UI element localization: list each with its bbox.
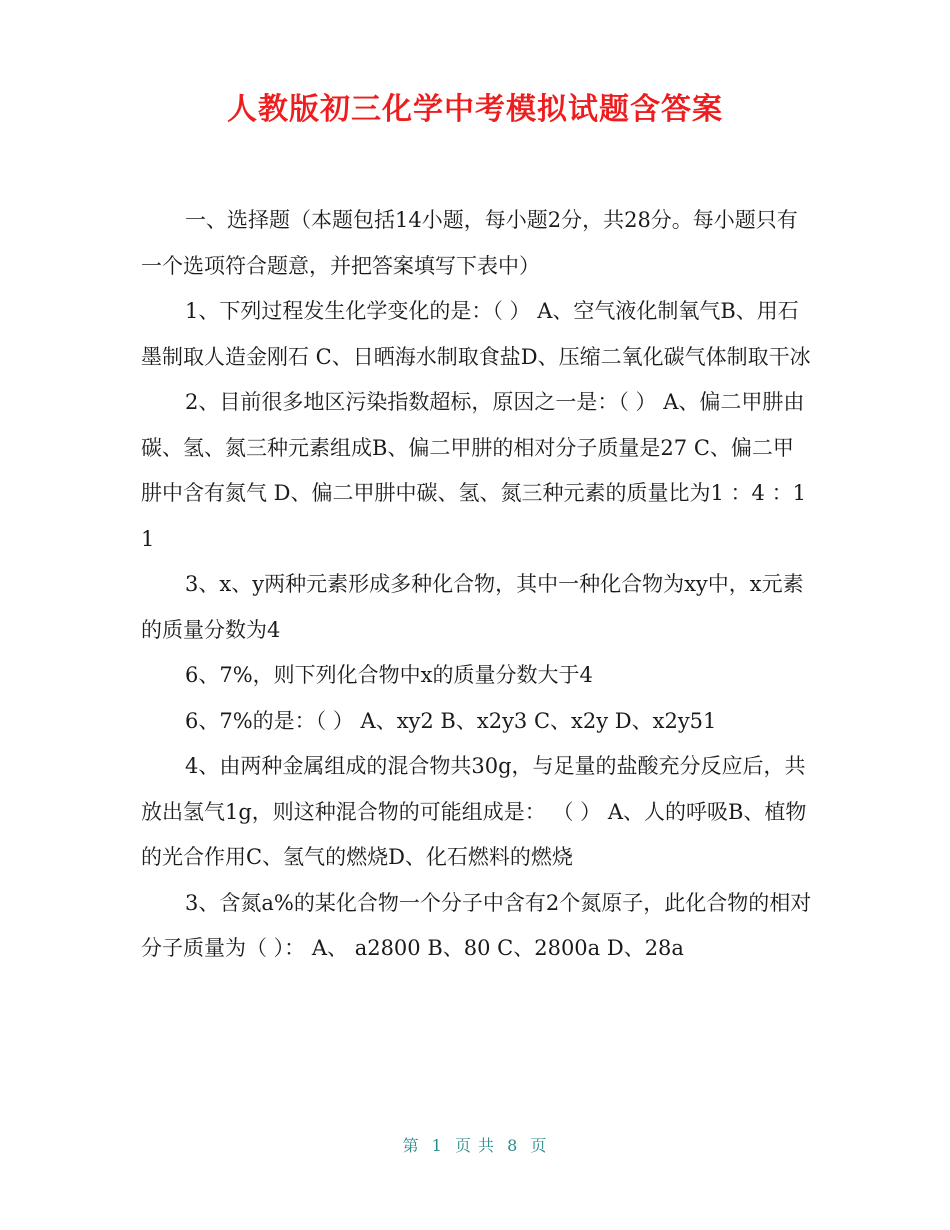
paragraph-question-3: 3、x、y两种元素形成多种化合物，其中一种化合物为xy中，x元素的质量分数为4: [141, 572, 804, 642]
paragraph-question-4: 4、由两种金属组成的混合物共30g，与足量的盐酸充分反应后，共放出氢气1g，则这种混合物的可能组成是： （ ） A、人的呼吸B、植物的光合作用C、氢气的燃烧D、化石燃料的燃烧: [141, 754, 807, 869]
paragraph-question-2: 2、目前很多地区污染指数超标，原因之一是：（ ） A、偏二甲肼由碳、氢、氮三种元素组成B、偏二甲肼的相对分子质量是27 C、偏二甲肼中含有氮气 D、偏二甲肼中碳、氢、氮三种元素的质量比为1 ：4 ：11: [141, 390, 806, 551]
paragraph-question-3-cont-b: 6、7%的是：（ ） A、xy2 B、x2y3 C、x2y D、x2y51: [185, 708, 717, 733]
paragraph-question-1: 1、下列过程发生化学变化的是：（ ） A、空气液化制氧气B、用石墨制取人造金刚石 C、日晒海水制取食盐D、压缩二氧化碳气体制取干冰: [141, 299, 811, 369]
paragraph-question-5: 3、含氮a%的某化合物一个分子中含有2个氮原子，此化合物的相对分子质量为（ ）： A、 a2800 B、80 C、2800a D、28a: [141, 890, 812, 960]
footer-suffix: 页: [530, 1136, 548, 1155]
document-body: [141, 198, 813, 972]
footer-middle: 页 共: [454, 1136, 496, 1155]
footer-total-pages: 8: [507, 1136, 519, 1155]
paragraph-section-heading: 一、选择题（本题包括14小题，每小题2分，共28分。每小题只有一个选项符合题意，并把答案填写下表中）: [141, 208, 798, 278]
footer-prefix: 第: [402, 1136, 420, 1155]
paragraph-question-3-cont-a: 6、7%，则下列化合物中x的质量分数大于4: [185, 663, 593, 687]
footer-page-number: 1: [431, 1136, 443, 1155]
document-title: 人教版初三化学中考模拟试题含答案: [227, 92, 723, 127]
page-footer: [0, 1133, 950, 1156]
